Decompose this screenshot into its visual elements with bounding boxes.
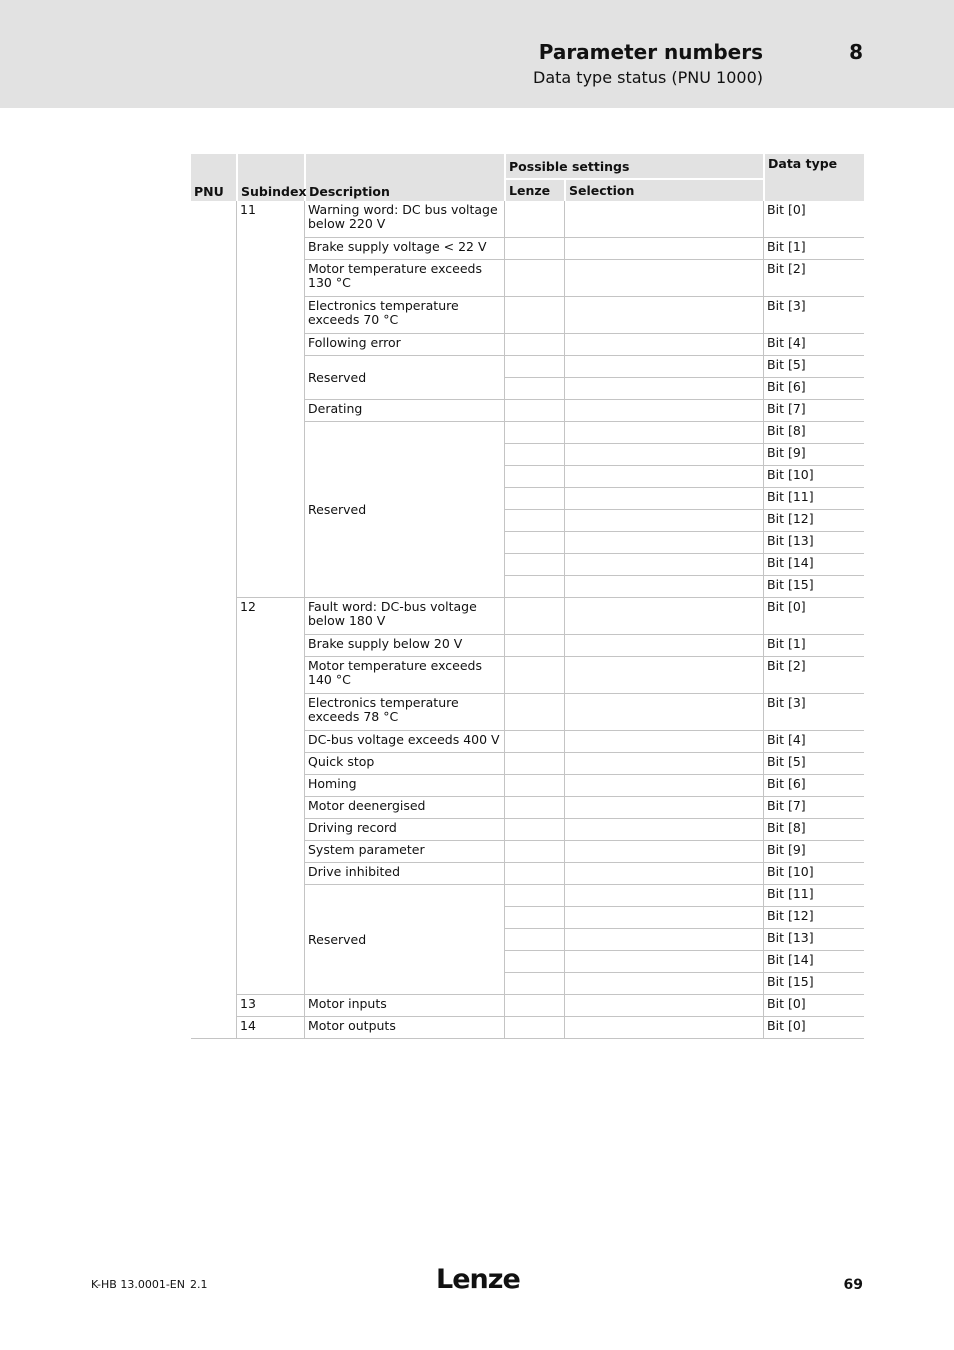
selection-cell	[564, 753, 763, 775]
data-type-cell: Bit [15]	[763, 576, 864, 598]
data-type-cell: Bit [3]	[763, 297, 864, 334]
data-type-cell: Bit [10]	[763, 466, 864, 488]
data-type-cell: Bit [14]	[763, 951, 864, 973]
lenze-cell	[504, 297, 564, 334]
data-type-cell: Bit [8]	[763, 422, 864, 444]
selection-cell	[564, 797, 763, 819]
subindex-cell: 12	[236, 598, 304, 995]
lenze-cell	[504, 576, 564, 598]
lenze-cell	[504, 885, 564, 907]
subindex-cell: 11	[236, 201, 304, 598]
description-cell: DC-bus voltage exceeds 400 V	[304, 731, 504, 753]
selection-cell	[564, 951, 763, 973]
selection-cell	[564, 238, 763, 260]
lenze-cell	[504, 466, 564, 488]
selection-cell	[564, 466, 763, 488]
selection-cell	[564, 863, 763, 885]
selection-cell	[564, 819, 763, 841]
selection-cell	[564, 334, 763, 356]
description-cell: Motor outputs	[304, 1017, 504, 1039]
description-cell: Following error	[304, 334, 504, 356]
selection-cell	[564, 554, 763, 576]
selection-cell	[564, 929, 763, 951]
lenze-cell	[504, 657, 564, 694]
lenze-cell	[504, 532, 564, 554]
description-cell: Reserved	[304, 356, 504, 400]
selection-cell	[564, 841, 763, 863]
lenze-cell	[504, 775, 564, 797]
selection-cell	[564, 488, 763, 510]
description-cell: Drive inhibited	[304, 863, 504, 885]
table-row	[191, 1017, 864, 1039]
subindex-cell: 14	[236, 1017, 304, 1039]
data-type-cell: Bit [8]	[763, 819, 864, 841]
data-type-cell: Bit [0]	[763, 995, 864, 1017]
selection-cell	[564, 775, 763, 797]
selection-cell	[564, 1017, 763, 1039]
chapter-number: 8	[849, 40, 863, 64]
parameter-table-container	[191, 154, 864, 1039]
section-title: Data type status (PNU 1000)	[533, 68, 763, 87]
data-type-cell: Bit [12]	[763, 510, 864, 532]
lenze-cell	[504, 510, 564, 532]
data-type-cell: Bit [7]	[763, 400, 864, 422]
data-type-cell: Bit [0]	[763, 598, 864, 635]
selection-cell	[564, 422, 763, 444]
selection-cell	[564, 444, 763, 466]
header-lenze: Lenze	[504, 180, 564, 201]
selection-cell	[564, 907, 763, 929]
selection-cell	[564, 598, 763, 635]
lenze-cell	[504, 260, 564, 297]
data-type-cell: Bit [14]	[763, 554, 864, 576]
data-type-cell: Bit [1]	[763, 238, 864, 260]
table-row	[191, 201, 864, 238]
table-body	[191, 201, 864, 1039]
table-row	[191, 598, 864, 635]
page-number: 69	[843, 1277, 863, 1293]
lenze-cell	[504, 422, 564, 444]
data-type-cell: Bit [13]	[763, 929, 864, 951]
data-type-cell: Bit [9]	[763, 841, 864, 863]
data-type-cell: Bit [0]	[763, 201, 864, 238]
selection-cell	[564, 657, 763, 694]
parameter-table	[191, 154, 864, 1039]
description-cell: Motor inputs	[304, 995, 504, 1017]
selection-cell	[564, 694, 763, 731]
lenze-cell	[504, 951, 564, 973]
lenze-cell	[504, 554, 564, 576]
lenze-cell	[504, 488, 564, 510]
data-type-cell: Bit [11]	[763, 488, 864, 510]
selection-cell	[564, 731, 763, 753]
description-cell: System parameter	[304, 841, 504, 863]
data-type-cell: Bit [12]	[763, 907, 864, 929]
data-type-cell: Bit [4]	[763, 731, 864, 753]
document-id: K-HB 13.0001-EN	[91, 1278, 185, 1291]
data-type-cell: Bit [0]	[763, 1017, 864, 1039]
data-type-cell: Bit [3]	[763, 694, 864, 731]
header-data-type: Data type	[763, 154, 864, 201]
lenze-logo: Lenze	[436, 1264, 520, 1295]
chapter-title: Parameter numbers	[538, 40, 763, 64]
data-type-cell: Bit [7]	[763, 797, 864, 819]
lenze-cell	[504, 238, 564, 260]
lenze-cell	[504, 973, 564, 995]
lenze-cell	[504, 753, 564, 775]
description-cell: Motor deenergised	[304, 797, 504, 819]
description-cell: Reserved	[304, 422, 504, 598]
description-cell: Electronics temperature exceeds 78 °C	[304, 694, 504, 731]
lenze-cell	[504, 797, 564, 819]
data-type-cell: Bit [1]	[763, 635, 864, 657]
subindex-cell: 13	[236, 995, 304, 1017]
description-cell: Brake supply voltage < 22 V	[304, 238, 504, 260]
data-type-cell: Bit [15]	[763, 973, 864, 995]
data-type-cell: Bit [9]	[763, 444, 864, 466]
selection-cell	[564, 260, 763, 297]
lenze-cell	[504, 907, 564, 929]
lenze-cell	[504, 356, 564, 378]
lenze-cell	[504, 731, 564, 753]
selection-cell	[564, 635, 763, 657]
table-row	[191, 995, 864, 1017]
data-type-cell: Bit [2]	[763, 260, 864, 297]
selection-cell	[564, 297, 763, 334]
header-band	[0, 0, 954, 108]
document-version: 2.1	[190, 1278, 208, 1291]
data-type-cell: Bit [2]	[763, 657, 864, 694]
selection-cell	[564, 532, 763, 554]
description-cell: Fault word: DC-bus voltage below 180 V	[304, 598, 504, 635]
selection-cell	[564, 995, 763, 1017]
lenze-cell	[504, 378, 564, 400]
selection-cell	[564, 973, 763, 995]
selection-cell	[564, 201, 763, 238]
lenze-cell	[504, 598, 564, 635]
header-description: Description	[304, 154, 504, 201]
header-subindex: Subindex	[236, 154, 304, 201]
lenze-cell	[504, 201, 564, 238]
lenze-cell	[504, 929, 564, 951]
lenze-cell	[504, 995, 564, 1017]
data-type-cell: Bit [6]	[763, 378, 864, 400]
header-possible-settings: Possible settings	[504, 154, 763, 180]
description-cell: Electronics temperature exceeds 70 °C	[304, 297, 504, 334]
description-cell: Driving record	[304, 819, 504, 841]
description-cell: Homing	[304, 775, 504, 797]
description-cell: Derating	[304, 400, 504, 422]
data-type-cell: Bit [4]	[763, 334, 864, 356]
lenze-cell	[504, 444, 564, 466]
lenze-cell	[504, 694, 564, 731]
selection-cell	[564, 576, 763, 598]
selection-cell	[564, 885, 763, 907]
data-type-cell: Bit [13]	[763, 532, 864, 554]
data-type-cell: Bit [5]	[763, 356, 864, 378]
data-type-cell: Bit [5]	[763, 753, 864, 775]
description-cell: Brake supply below 20 V	[304, 635, 504, 657]
header-pnu: PNU	[191, 154, 236, 201]
description-cell: Motor temperature exceeds 130 °C	[304, 260, 504, 297]
selection-cell	[564, 400, 763, 422]
description-cell: Motor temperature exceeds 140 °C	[304, 657, 504, 694]
data-type-cell: Bit [11]	[763, 885, 864, 907]
selection-cell	[564, 510, 763, 532]
lenze-cell	[504, 819, 564, 841]
description-cell: Warning word: DC bus voltage below 220 V	[304, 201, 504, 238]
lenze-cell	[504, 1017, 564, 1039]
data-type-cell: Bit [6]	[763, 775, 864, 797]
description-cell: Reserved	[304, 885, 504, 995]
lenze-cell	[504, 841, 564, 863]
lenze-cell	[504, 863, 564, 885]
description-cell: Quick stop	[304, 753, 504, 775]
lenze-cell	[504, 400, 564, 422]
lenze-cell	[504, 334, 564, 356]
data-type-cell: Bit [10]	[763, 863, 864, 885]
lenze-cell	[504, 635, 564, 657]
header-selection: Selection	[564, 180, 763, 201]
selection-cell	[564, 378, 763, 400]
selection-cell	[564, 356, 763, 378]
pnu-cell	[191, 201, 236, 1039]
